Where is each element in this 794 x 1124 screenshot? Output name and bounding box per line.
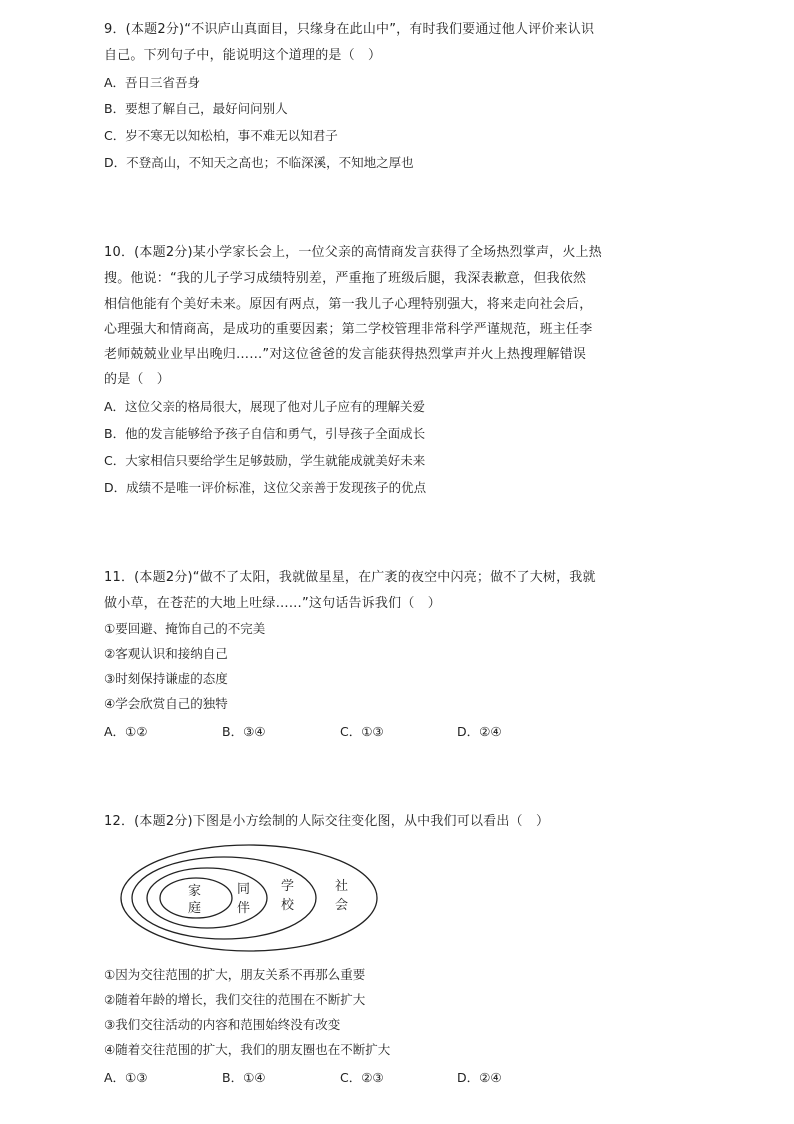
- q12-stem-line-1: 12．(本题2分)下图是小方绘制的人际交往变化图，从中我们可以看出（ ）: [104, 814, 550, 829]
- interpersonal-circles-diagram: [118, 842, 380, 954]
- q10-option-d[interactable]: D．成绩不是唯一评价标准，这位父亲善于发现孩子的优点: [104, 480, 427, 495]
- q12-statement-4: ④随着交往范围的扩大，我们的朋友圈也在不断扩大: [104, 1042, 391, 1057]
- q10-stem-line-1: 10．(本题2分)某小学家长会上，一位父亲的高情商发言获得了全场热烈掌声，火上热: [104, 245, 602, 260]
- family-label-2: 庭: [188, 901, 202, 916]
- family-label-1: 家: [188, 884, 202, 899]
- peers-label-2: 伴: [237, 901, 251, 916]
- q10-stem-line-4: 心理强大和情商高，是成功的重要因素；第二学校管理非常科学严谨规范，班主任李: [104, 322, 593, 337]
- q9-option-c[interactable]: C．岁不寒无以知松柏，事不难无以知君子: [104, 128, 338, 143]
- q10-stem-line-6: 的是（ ）: [104, 372, 171, 387]
- q11-statement-4: ④学会欣赏自己的独特: [104, 696, 228, 711]
- q12-option-d[interactable]: D．②④: [457, 1070, 502, 1085]
- society-label-1: 社: [335, 879, 349, 894]
- q10-option-c[interactable]: C．大家相信只要给学生足够鼓励，学生就能成就美好未来: [104, 453, 426, 468]
- q11-option-b[interactable]: B．③④: [222, 724, 266, 739]
- q9-stem-line-1: 9．(本题2分)“不识庐山真面目，只缘身在此山中”，有时我们要通过他人评价来认识: [104, 22, 595, 37]
- q10-option-a[interactable]: A．这位父亲的格局很大，展现了他对儿子应有的理解关爱: [104, 399, 426, 414]
- q9-option-b[interactable]: B．要想了解自己，最好问问别人: [104, 101, 288, 116]
- q11-option-a[interactable]: A．①②: [104, 724, 148, 739]
- q12-option-b[interactable]: B．①④: [222, 1070, 266, 1085]
- q12-option-c[interactable]: C．②③: [340, 1070, 384, 1085]
- q9-option-d[interactable]: D．不登高山，不知天之高也；不临深溪，不知地之厚也: [104, 155, 414, 170]
- q11-option-d[interactable]: D．②④: [457, 724, 502, 739]
- q10-option-b[interactable]: B．他的发言能够给予孩子自信和勇气，引导孩子全面成长: [104, 426, 426, 441]
- q11-statement-1: ①要回避、掩饰自己的不完美: [104, 621, 266, 636]
- school-label-1: 学: [281, 879, 295, 894]
- q11-statement-3: ③时刻保持谦虚的态度: [104, 671, 228, 686]
- q12-statement-3: ③我们交往活动的内容和范围始终没有改变: [104, 1017, 341, 1032]
- society-label-2: 会: [335, 898, 349, 913]
- q11-stem-line-2: 做小草，在苍茫的大地上吐绿……”这句话告诉我们（ ）: [104, 596, 441, 611]
- q11-statement-2: ②客观认识和接纳自己: [104, 646, 228, 661]
- q12-statement-2: ②随着年龄的增长，我们交往的范围在不断扩大: [104, 992, 366, 1007]
- peers-label-1: 同: [237, 882, 251, 897]
- school-label-2: 校: [281, 898, 295, 913]
- q11-stem-line-1: 11．(本题2分)“做不了太阳，我就做星星，在广袤的夜空中闪亮；做不了大树，我就: [104, 570, 596, 585]
- q10-stem-line-5: 老师兢兢业业早出晚归……”对这位爸爸的发言能获得热烈掌声并火上热搜理解错误: [104, 347, 587, 362]
- q12-option-a[interactable]: A．①③: [104, 1070, 148, 1085]
- q10-stem-line-3: 相信他能有个美好未来。原因有两点，第一我儿子心理特别强大，将来走向社会后，: [104, 297, 593, 312]
- q12-statement-1: ①因为交往范围的扩大，朋友关系不再那么重要: [104, 967, 366, 982]
- q9-option-a[interactable]: A．吾日三省吾身: [104, 75, 201, 90]
- q11-option-c[interactable]: C．①③: [340, 724, 384, 739]
- peers-ellipse: [147, 868, 267, 928]
- q9-stem-line-2: 自己。下列句子中，能说明这个道理的是（ ）: [104, 48, 382, 63]
- q10-stem-line-2: 搜。他说：“我的儿子学习成绩特别差，严重拖了班级后腿，我深表歉意，但我依然: [104, 271, 587, 286]
